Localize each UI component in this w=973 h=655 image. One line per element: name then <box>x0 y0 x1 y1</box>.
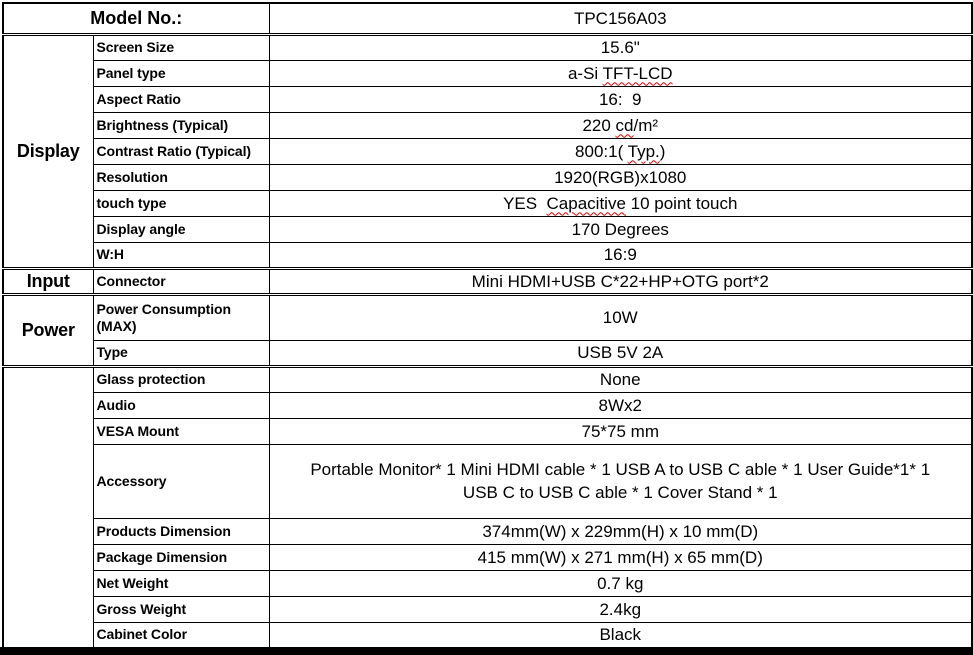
value-text: YES <box>503 193 547 213</box>
spec-label: Cabinet Color <box>93 622 269 648</box>
spec-label: Glass protection <box>93 366 269 392</box>
spec-row-gross-weight <box>3 596 972 622</box>
spec-row-power-consumption <box>3 294 972 340</box>
spec-row-brightness <box>3 112 972 138</box>
spec-label: Screen Size <box>93 34 269 60</box>
spec-label: Gross Weight <box>93 596 269 622</box>
spec-label: Products Dimension <box>93 518 269 544</box>
spec-label: Contrast Ratio (Typical) <box>93 138 269 164</box>
spec-value: 0.7 kg <box>269 570 972 596</box>
spec-label: Power Consumption (MAX) <box>93 294 269 340</box>
spec-label: touch type <box>93 190 269 216</box>
spec-row-contrast-ratio <box>3 138 972 164</box>
spec-value: 8Wx2 <box>269 392 972 418</box>
spec-value: Portable Monitor* 1 Mini HDMI cable * 1 USB A to USB C able * 1 User Guide*1* 1 USB C to USB C able * 1 Cover Stand * 1 <box>269 444 972 518</box>
spec-value <box>269 138 972 164</box>
spec-row-products-dimension <box>3 518 972 544</box>
group-cell-power: Power <box>3 294 93 366</box>
value-text: ) <box>659 141 666 161</box>
spec-row-accessory <box>3 444 972 518</box>
spec-value <box>269 60 972 86</box>
spec-row-connector <box>3 268 972 294</box>
spec-row-glass-protection <box>3 366 972 392</box>
spec-value: 374mm(W) x 229mm(H) x 10 mm(D) <box>269 518 972 544</box>
spec-row-audio <box>3 392 972 418</box>
spec-row-wh <box>3 242 972 268</box>
spec-value: Mini HDMI+USB C*22+HP+OTG port*2 <box>269 268 972 294</box>
spec-row-vesa-mount <box>3 418 972 444</box>
value-text-spellchecked: cd <box>615 115 634 135</box>
spec-label: Aspect Ratio <box>93 86 269 112</box>
spec-label: Audio <box>93 392 269 418</box>
spec-row-display-angle <box>3 216 972 242</box>
group-cell-display: Display <box>3 34 93 268</box>
model-value: TPC156A03 <box>269 3 972 34</box>
spec-value: Black <box>269 622 972 648</box>
spec-label: Display angle <box>93 216 269 242</box>
spec-label: Accessory <box>93 444 269 518</box>
value-text: 800:1( <box>575 141 628 161</box>
spec-value: 1920(RGB)x1080 <box>269 164 972 190</box>
value-text-spellchecked: TFT-LCD <box>602 63 673 83</box>
spec-row-aspect-ratio <box>3 86 972 112</box>
spec-label: Brightness (Typical) <box>93 112 269 138</box>
bottom-black-bar <box>0 647 973 655</box>
spec-value: 415 mm(W) x 271 mm(H) x 65 mm(D) <box>269 544 972 570</box>
spec-value: 16: 9 <box>269 86 972 112</box>
value-text: 220 <box>582 115 616 135</box>
model-row <box>3 3 972 34</box>
spec-row-net-weight <box>3 570 972 596</box>
spec-value: 15.6" <box>269 34 972 60</box>
spec-value: 16:9 <box>269 242 972 268</box>
spec-value: 75*75 mm <box>269 418 972 444</box>
value-text: 10 point touch <box>625 193 738 213</box>
spec-label: Package Dimension <box>93 544 269 570</box>
spec-table <box>2 2 973 649</box>
spec-row-cabinet-color <box>3 622 972 648</box>
value-text: /m² <box>633 115 659 135</box>
spec-value: None <box>269 366 972 392</box>
spec-value: 170 Degrees <box>269 216 972 242</box>
spec-label: W:H <box>93 242 269 268</box>
spec-row-touch-type <box>3 190 972 216</box>
spec-label: Panel type <box>93 60 269 86</box>
spec-label: VESA Mount <box>93 418 269 444</box>
model-label: Model No.: <box>3 3 269 34</box>
group-cell-input: Input <box>3 268 93 294</box>
spec-value <box>269 112 972 138</box>
value-text: a-Si <box>567 63 603 83</box>
spec-value: 10W <box>269 294 972 340</box>
value-text-spellchecked: Typ. <box>627 141 660 161</box>
spec-value: 2.4kg <box>269 596 972 622</box>
spec-row-package-dimension <box>3 544 972 570</box>
group-cell-general <box>3 366 93 648</box>
spec-row-power-type <box>3 340 972 366</box>
value-text-spellchecked: Capacitive <box>546 193 626 213</box>
spec-value <box>269 190 972 216</box>
spec-label: Net Weight <box>93 570 269 596</box>
spec-value: USB 5V 2A <box>269 340 972 366</box>
spec-label: Type <box>93 340 269 366</box>
spec-label: Resolution <box>93 164 269 190</box>
spec-row-resolution <box>3 164 972 190</box>
spec-row-screen-size <box>3 34 972 60</box>
spec-row-panel-type <box>3 60 972 86</box>
spec-label: Connector <box>93 268 269 294</box>
